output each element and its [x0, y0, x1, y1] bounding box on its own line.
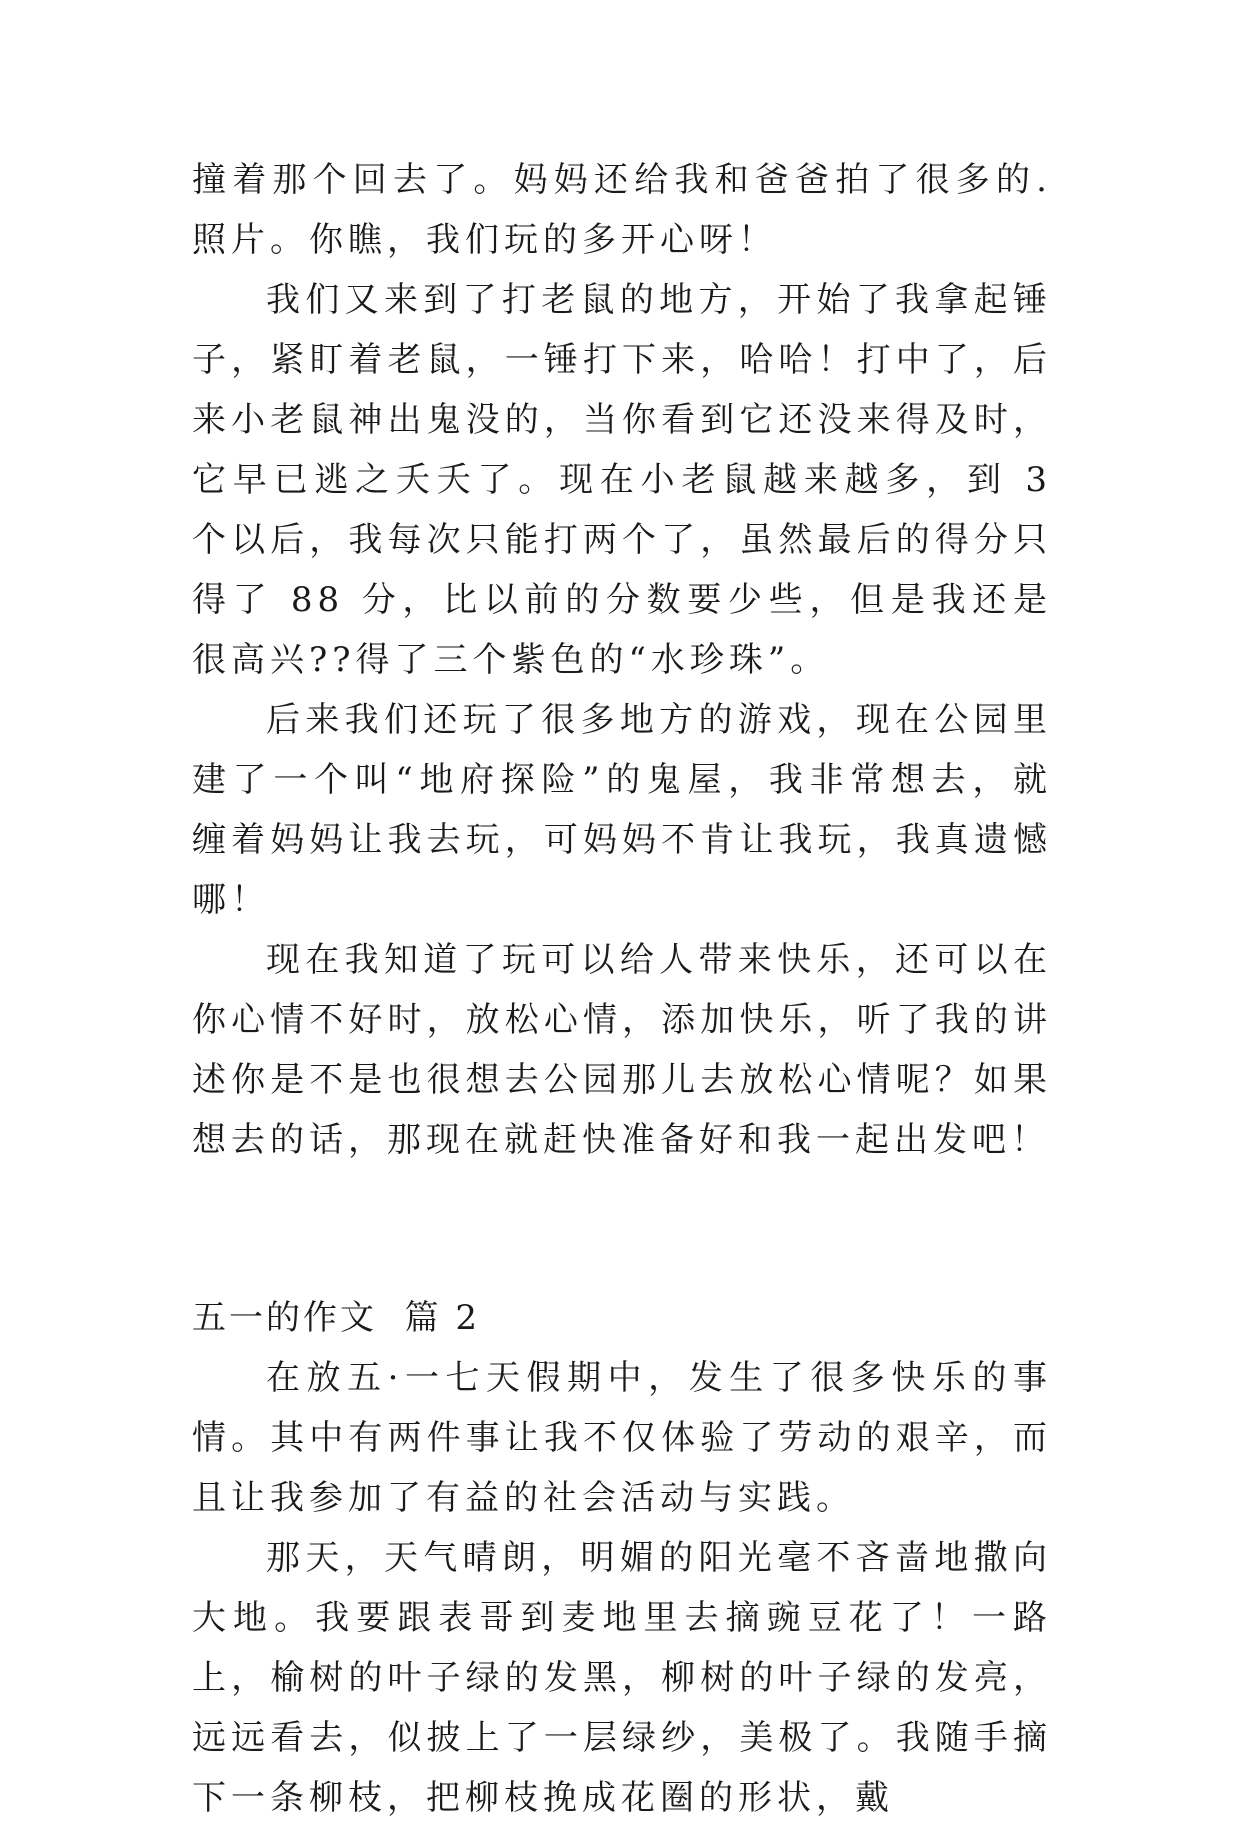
- paragraph-continuation: 撞着那个回去了。妈妈还给我和爸爸拍了很多的.照片。你瞧，我们玩的多开心呀！: [192, 160, 1052, 260]
- paragraph-holiday-intro: 在放五·一七天假期中，发生了很多快乐的事情。其中有两件事让我不仅体验了劳动的艰辛，而且让我参加了有益的社会活动与实践。: [192, 1358, 1052, 1518]
- paragraph-haunted-house: 后来我们还玩了很多地方的游戏，现在公园里建了一个叫“地府探险”的鬼屋，我非常想去，就缠着妈妈让我去玩，可妈妈不肯让我玩，我真遗憾哪！: [192, 700, 1052, 920]
- paragraph-pea-flowers: 那天，天气晴朗，明媚的阳光毫不吝啬地撒向大地。我要跟表哥到麦地里去摘豌豆花了！一路上，榆树的叶子绿的发黑，柳树的叶子绿的发亮，远远看去，似披上了一层绿纱，美极了。我随手摘下一条柳枝，把柳枝挽成花圈的形状，戴: [192, 1538, 1052, 1818]
- paragraph-conclusion: 现在我知道了玩可以给人带来快乐，还可以在你心情不好时，放松心情，添加快乐，听了我的讲述你是不是也很想去公园那儿去放松心情呢？如果想去的话，那现在就赶快准备好和我一起出发吧！: [192, 940, 1052, 1160]
- section-heading: 五一的作文 篇 2: [192, 1298, 481, 1338]
- paragraph-whack-a-mole: 我们又来到了打老鼠的地方，开始了我拿起锤子，紧盯着老鼠，一锤打下来，哈哈！打中了，后来小老鼠神出鬼没的，当你看到它还没来得及时，它早已逃之夭夭了。现在小老鼠越来越多，到 3 个以后，我每次只能打两个了，虽然最后的得分只得了 88 分，比以前的分数要少些，但是我还是很高兴??得了三个紫色的“水珍珠”。: [192, 280, 1052, 680]
- document-body: [192, 150, 1052, 1828]
